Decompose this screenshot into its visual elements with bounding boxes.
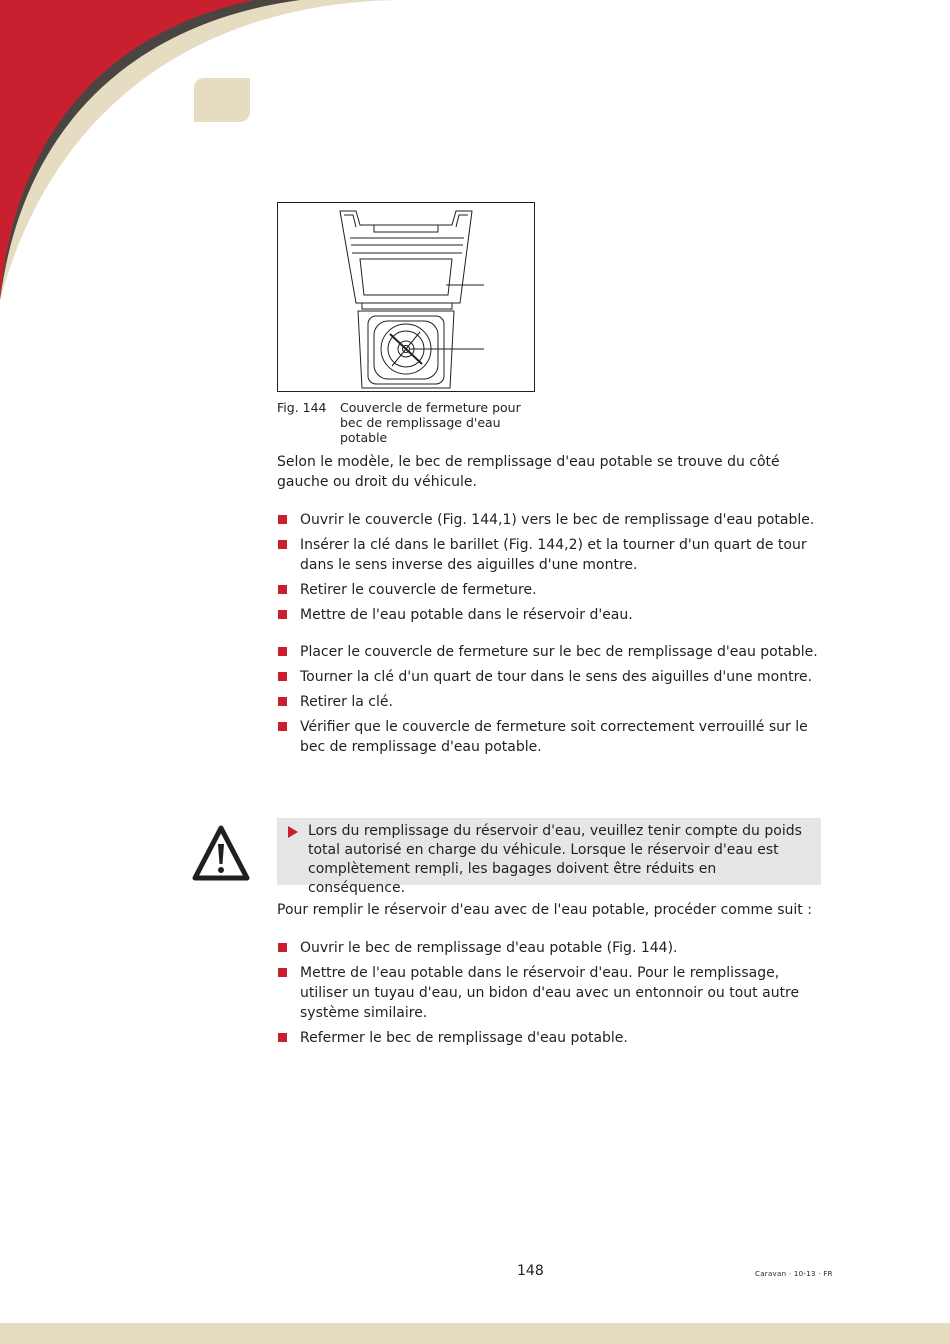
list-item: Ouvrir le bec de remplissage d'eau potable (Fig. 144). [277,938,825,958]
bullet-square-icon [278,968,287,977]
bullet-square-icon [278,697,287,706]
intro-paragraph: Selon le modèle, le bec de remplissage d'eau potable se trouve du côté gauche ou droit du véhicule. [277,454,780,490]
bullet-square-icon [278,672,287,681]
list-item: Mettre de l'eau potable dans le réservoir d'eau. [277,605,825,625]
bullet-square-icon [278,943,287,952]
open-steps [277,510,825,630]
list-item: Vérifier que le couvercle de fermeture soit correctement verrouillé sur le bec de remplissage d'eau potable. [277,717,825,757]
list-item: Placer le couvercle de fermeture sur le bec de remplissage d'eau potable. [277,642,825,662]
bullet-square-icon [278,647,287,656]
fill-steps [277,938,825,1053]
warning-text: Lors du remplissage du réservoir d'eau, veuillez tenir compte du poids total autorisé en charge du véhicule. Lorsque le réservoir d'eau est complètement rempli, les bagages doivent être réduits en conséquence. [308,823,802,896]
list-item: Ouvrir le couvercle (Fig. 144,1) vers le bec de remplissage d'eau potable. [277,510,825,530]
list-item: Retirer le couvercle de fermeture. [277,580,825,600]
list-item: Refermer le bec de remplissage d'eau potable. [277,1028,825,1048]
figure-144-illustration [277,202,535,392]
figure-label: Fig. 144 [277,400,327,415]
bullet-square-icon [278,722,287,731]
list-item: Mettre de l'eau potable dans le réservoir d'eau. Pour le remplissage, utiliser un tuyau d'eau, un bidon d'eau avec un entonnoir ou tout autre système similaire. [277,963,825,1023]
warning-box [277,818,821,896]
close-steps [277,642,825,762]
warning-triangle-icon [192,824,250,882]
arrow-right-icon [288,826,298,838]
bullet-square-icon [278,1033,287,1042]
list-item: Tourner la clé d'un quart de tour dans le sens des aiguilles d'une montre. [277,667,825,687]
chapter-tab [194,78,250,122]
document-id: Caravan · 10-13 · FR [755,1270,833,1278]
bullet-square-icon [278,585,287,594]
list-item: Retirer la clé. [277,692,825,712]
page-number: 148 [517,1263,544,1279]
bullet-square-icon [278,515,287,524]
bottom-band [0,1323,950,1344]
figure-caption-text: Couvercle de fermeture pour bec de remplissage d'eau potable [340,400,521,445]
list-item: Insérer la clé dans le barillet (Fig. 144,2) et la tourner d'un quart de tour dans le sens inverse des aiguilles d'une montre. [277,535,825,575]
fill-intro-paragraph: Pour remplir le réservoir d'eau avec de l'eau potable, procéder comme suit : [277,902,812,918]
bullet-square-icon [278,540,287,549]
bullet-square-icon [278,610,287,619]
